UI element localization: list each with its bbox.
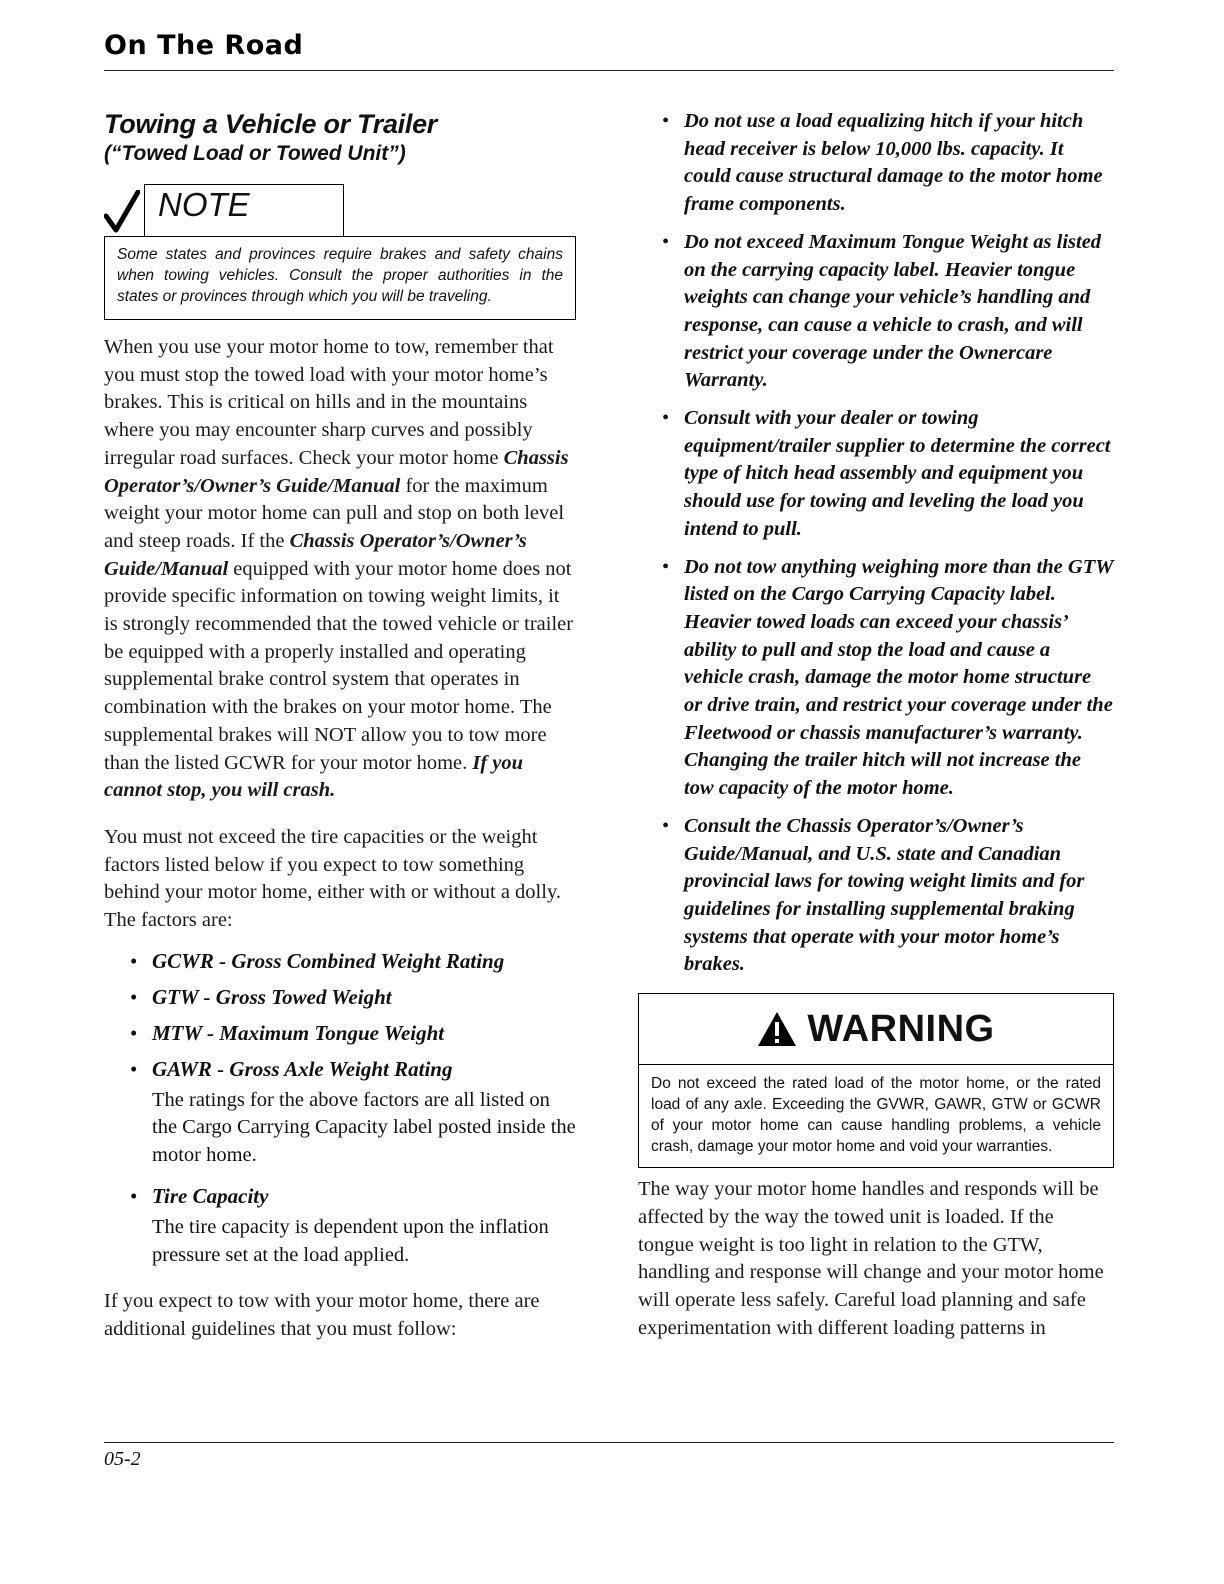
note-text: Some states and provinces require brakes and safety chains when towing vehicles. Consult the proper authorities in the states or provinces through which you will be traveling. <box>117 246 563 305</box>
manual-reference: Chassis Operator’s/Owner’s Guide/Manual <box>104 446 569 497</box>
section-subtitle: (“Towed Load or Towed Unit”) <box>104 142 406 165</box>
tire-note: The tire capacity is dependent upon the inflation pressure set at the load applied. <box>152 1215 549 1266</box>
warning-box <box>638 993 1114 1168</box>
header-rule <box>104 70 1114 71</box>
list-item: • GTW - Gross Towed Weight <box>152 979 576 1015</box>
list-item: • GCWR - Gross Combined Weight Rating <box>152 943 576 979</box>
checkmark-icon <box>104 190 140 234</box>
paragraph-weight-factors: You must not exceed the tire capacities or the weight factors listed below if you expect to tow something behind your motor home, either with or without a dolly. The factors are: <box>104 825 561 932</box>
list-item: • Do not use a load equalizing hitch if your hitch head receiver is below 10,000 lbs. capacity. It could cause structural damage to the motor home frame components. <box>684 108 1114 219</box>
list-item: • Consult with your dealer or towing equipment/trailer supplier to determine the correct type of hitch head assembly and equipment you should use for towing and leveling the load you intend to pull. <box>684 405 1114 544</box>
text-run: equipped with your motor home does not provide specific information on towing weight limits, it is strongly recommended that the towed vehicle or trailer be equipped with a properly installed and operating supplemental brake control system that operates in combination with the brakes on your motor home. The supplemental brakes will NOT allow you to tow more than the listed GCWR for your motor home. <box>104 557 574 774</box>
note-label: NOTE <box>158 186 250 223</box>
list-item: • Do not tow anything weighing more than the GTW listed on the Cargo Carrying Capacity label. Heavier towed loads can exceed your chassis’ ability to pull and stop the load and cause a vehicle crash, damage the motor home structure or drive train, and restrict your coverage under the Fleetwood or chassis manufacturer’s warranty. Changing the trailer hitch will not increase the tow capacity of the motor home. <box>684 554 1114 803</box>
list-item: • GAWR - Gross Axle Weight Rating <box>152 1051 576 1087</box>
footer-rule <box>104 1442 1114 1443</box>
crash-warning-text: If you cannot stop, you will crash. <box>104 751 524 802</box>
paragraph-towing-brakes <box>104 334 576 805</box>
left-column <box>104 108 576 1344</box>
page-number: 05-2 <box>104 1448 141 1470</box>
paragraph-handling: The way your motor home handles and responds will be affected by the way the towed unit is loaded. If the tongue weight is too light in relation to the GTW, handling and response will change and your motor home will operate less safely. Careful load planning and safe experimentation with different loading patterns in <box>638 1178 1104 1339</box>
warning-header <box>639 994 1113 1064</box>
note-header <box>104 184 576 236</box>
list-item: • Do not exceed Maximum Tongue Weight as listed on the carrying capacity label. Heavier tongue weights can change your vehicle’s handling and response, can cause a vehicle to crash, and will restrict your coverage under the Ownercare Warranty. <box>684 229 1114 395</box>
list-item: • MTW - Maximum Tongue Weight <box>152 1015 576 1051</box>
right-column <box>638 108 1114 1342</box>
warning-triangle-icon <box>757 1011 797 1047</box>
manual-reference: Chassis Operator’s/Owner’s Guide/Manual <box>104 529 527 580</box>
section-title: Towing a Vehicle or Trailer <box>104 109 437 139</box>
text-run: for the maximum weight your motor home can pull and stop on both level and steep roads. If the <box>104 474 565 552</box>
text-run: When you use your motor home to tow, remember that you must stop the towed load with your motor home’s brakes. This is critical on hills and in the mountains where you may encounter sharp curves and possibly irregular road surfaces. Check your motor home <box>104 336 554 469</box>
list-item: • Tire Capacity <box>152 1178 576 1214</box>
factors-note: The ratings for the above factors are all listed on the Cargo Carrying Capacity label posted inside the motor home. <box>152 1088 576 1167</box>
tire-list <box>104 1178 576 1214</box>
paragraph-guidelines: If you expect to tow with your motor home, there are additional guidelines that you must follow: <box>104 1290 540 1340</box>
page-header-title: On The Road <box>104 30 304 61</box>
warning-label: WARNING <box>807 1007 995 1050</box>
warning-text: Do not exceed the rated load of the motor home, or the rated load of any axle. Exceeding the GVWR, GAWR, GTW or GCWR of your motor home can cause handling problems, a vehicle crash, damage your motor home and void your warranties. <box>651 1075 1101 1156</box>
weight-factor-list <box>104 943 576 1087</box>
list-item: • Consult the Chassis Operator’s/Owner’s Guide/Manual, and U.S. state and Canadian provincial laws for towing weight limits and for guidelines for installing supplemental braking systems that operate with your motor home’s brakes. <box>684 813 1114 979</box>
towing-rules-list <box>638 108 1114 979</box>
warning-body <box>639 1064 1113 1167</box>
note-box <box>104 236 576 320</box>
